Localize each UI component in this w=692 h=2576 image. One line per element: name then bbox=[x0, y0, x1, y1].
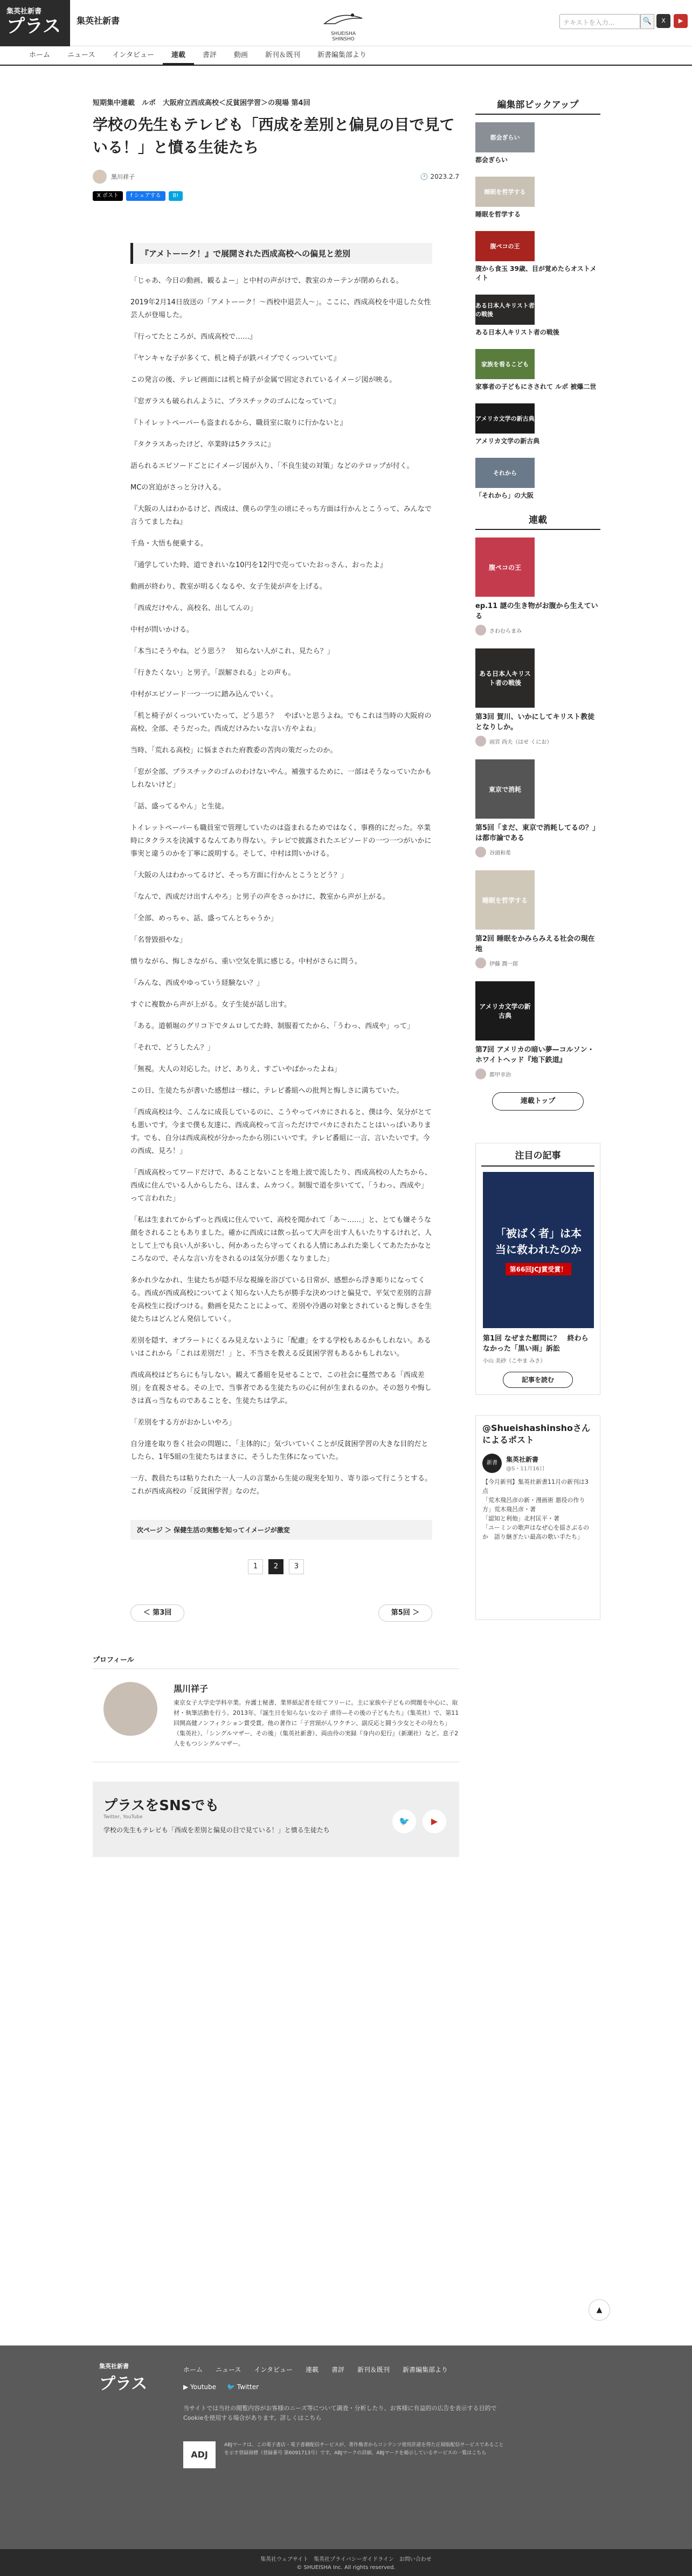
read-article-button[interactable]: 記事を読む bbox=[503, 1372, 573, 1388]
pickup-book-cover: 腹ペコの王 bbox=[475, 231, 535, 261]
article-paragraph: 『ヤンキャな子が多くて、机と椅子が鉄パイプでくっついていて』 bbox=[130, 354, 341, 362]
profile-name: 黒川祥子 bbox=[174, 1684, 209, 1694]
x-account-handle: @S・11月16日 bbox=[506, 1466, 545, 1472]
share-buttons bbox=[93, 191, 459, 201]
footer-nav-news[interactable]: ニュース bbox=[216, 2366, 241, 2373]
article-paragraph: 「なんで、西成だけ出すんやろ」と男子の声をさっかけに、教室から声が上がる。 bbox=[130, 893, 390, 901]
serial-item[interactable] bbox=[475, 981, 600, 1079]
facebook-share-button[interactable]: f シェアする bbox=[126, 191, 165, 201]
nav-new-books[interactable]: 新刊＆既刊 bbox=[265, 51, 300, 59]
serial-author-avatar bbox=[475, 958, 486, 968]
sns-band-title: プラスをSNSでも bbox=[103, 1798, 219, 1814]
site-header bbox=[0, 0, 692, 46]
featured-article bbox=[475, 1143, 600, 1395]
site-footer bbox=[0, 2306, 692, 2576]
serial-caption: 第2回 睡眠をかみらみえる社会の現在地 bbox=[475, 935, 595, 953]
pickup-item[interactable] bbox=[475, 458, 600, 500]
article-paragraph: 一方、教員たちは粘りたれた一人一人の言葉から生徒の現実を知り、寄り添って行こうとする。これが西成高校の「反貧困学習」なのだ。 bbox=[130, 1475, 432, 1496]
page-2-button[interactable]: 2 bbox=[268, 1559, 283, 1574]
page-1-button[interactable]: 1 bbox=[248, 1559, 263, 1574]
next-page-link[interactable]: 次ページ ＞ 保健生活の実態を知ってイメージが激変 bbox=[130, 1520, 432, 1540]
article-paragraph: 「みんな、西成やゆっていう経験ない？」 bbox=[130, 979, 264, 987]
next-episode-button[interactable]: 第5回 ＞ bbox=[378, 1604, 432, 1622]
serial-item[interactable] bbox=[475, 759, 600, 857]
serial-top-button[interactable]: 連載トップ bbox=[492, 1092, 584, 1111]
sns-band-desc: 学校の先生もテレビも「西成を差別と偏見の目で見ている！」と憤る生徒たち bbox=[103, 1826, 330, 1834]
article-paragraph: 差別を隠す、オブラートにくるみ見えないように「配慮」をする学校もあるかもしれない。あるいはこれから「これは差別だ！」と、不当さを教える反貧困学習もあるかもしれない。 bbox=[130, 1337, 431, 1358]
article-paragraph: 「名誉毀損やな」 bbox=[130, 936, 187, 944]
x-post-text: 【今月新刊】集英社新書11月の新刊は3点 「荒木飛呂彦の新・漫画術 悪役の作り方」荒木飛呂彦・著 「認知と利他」北村匡平・著 「ユーミンの歌声はなぜ心を揺さぶるのか 語り継ぎたい最高の歌い手たち」 bbox=[482, 1478, 589, 1540]
footer-nav-serial[interactable]: 連載 bbox=[305, 2366, 319, 2373]
prev-next-nav bbox=[130, 1604, 432, 1622]
article-paragraph: 千鳥・大悟も便乗する。 bbox=[130, 540, 208, 548]
serial-author bbox=[475, 625, 600, 636]
featured-caption[interactable]: 第1回 なぜまた慰問に？ 終わらなかった「黒い雨」訴訟 bbox=[483, 1335, 589, 1353]
serial-author-avatar bbox=[475, 625, 486, 636]
article-paragraph: 自分達を取り巻く社会の問題に、「主体的に」気づいていくことが反貧困学習の大きな目的だとしたら、1年5組の生徒たちはまさに、そうした生体になっていた。 bbox=[130, 1440, 428, 1461]
center-logo-text: SHUEISHA SHINSHO bbox=[330, 31, 356, 42]
article-paragraph: 当時、「荒れる高校」に悩まされた府教委の苦肉の策だったのか。 bbox=[130, 746, 337, 755]
article-paragraph: 「それで、どうしたん？」 bbox=[130, 1044, 214, 1052]
serial-author-name: 都甲幸治 bbox=[489, 1072, 511, 1078]
nav-review[interactable]: 書評 bbox=[202, 51, 217, 59]
pickup-caption: アメリカ文学の新古典 bbox=[475, 437, 540, 445]
pickup-book-cover: それから bbox=[475, 458, 535, 488]
serial-author-avatar bbox=[475, 847, 486, 857]
pickup-item[interactable] bbox=[475, 403, 600, 446]
article-paragraph: 中村がエピソード一つ一つに踏み込んでいく。 bbox=[130, 690, 278, 699]
article-paragraph: 『行ってたところが、西成高校で……』 bbox=[130, 333, 257, 341]
section-heading: 『アメトーーク！』で展開された西成高校への偏見と差別 bbox=[130, 243, 432, 264]
serial-caption: 第3回 賀川、いかにしてキリスト教徒となりしか。 bbox=[475, 713, 595, 731]
twitter-icon[interactable]: 🐦 bbox=[392, 1810, 416, 1833]
footer-sns bbox=[183, 2383, 259, 2391]
x-account[interactable] bbox=[482, 1454, 593, 1473]
pickup-book-cover: 家族を看るこども bbox=[475, 349, 535, 379]
featured-author: 小山 美砂（こやま みさ） bbox=[483, 1358, 546, 1364]
serial-author bbox=[475, 847, 600, 857]
serial-cover: 睡眠を哲学する bbox=[475, 870, 535, 930]
article-paragraph: 2019年2月14日放送の「アメトーーク！〜西校中退芸人〜」。ここに、西成高校を中退した女性芸人が登場した。 bbox=[130, 298, 431, 319]
author-photo bbox=[103, 1682, 157, 1736]
article-paragraph: 『大阪の人はわかるけど、西成は、僕らの学生の頃にそっち方面は行かんとこうって、みんなで言うてましたね』 bbox=[130, 505, 432, 526]
footer-twitter-link[interactable]: 🐦 Twitter bbox=[227, 2383, 259, 2391]
article-paragraph: 「西成だけやん、高校名、出してんの」 bbox=[130, 604, 257, 612]
serial-author bbox=[475, 1069, 600, 1079]
article-paragraph: 「じゃあ、今日の動画、観るよー」と中村の声がけで、教室のカーテンが閉められる。 bbox=[130, 277, 403, 285]
serial-item[interactable] bbox=[475, 648, 600, 746]
article-paragraph: 「行きたくない」と男子。「誤解される」との声も。 bbox=[130, 669, 295, 677]
pickup-book-cover: 睡眠を哲学する bbox=[475, 177, 535, 207]
serial-item[interactable] bbox=[475, 537, 600, 636]
pickup-item[interactable] bbox=[475, 349, 600, 392]
article-paragraph: 『トイレットペーパーも盗まれるから、職員室に取りに行かないと』 bbox=[130, 419, 347, 427]
copyright: © SHUEISHA Inc. All rights reserved. bbox=[296, 2565, 396, 2571]
abj-mark: ADJ bbox=[183, 2441, 216, 2468]
article-title: 学校の先生もテレビも「西成を差別と偏見の目で見ている！」と憤る生徒たち bbox=[93, 116, 455, 156]
nav-news[interactable]: ニュース bbox=[67, 51, 95, 59]
serial-list bbox=[475, 537, 600, 1079]
article-main bbox=[93, 97, 459, 1857]
serial-caption: 第5回「まだ、東京で消耗してるの？」は都市論である bbox=[475, 824, 600, 842]
pickup-heading: 編集部ピックアップ bbox=[475, 97, 600, 115]
series-label: 短期集中連載 ルポ 大阪府立西成高校＜反貧困学習＞の現場 第4回 bbox=[93, 99, 310, 107]
footer-youtube-link[interactable]: ▶ Youtube bbox=[183, 2383, 217, 2391]
serial-cover: 腹ペコの王 bbox=[475, 537, 535, 597]
author-profile bbox=[93, 1669, 459, 1762]
bird-emblem-icon bbox=[319, 8, 368, 27]
page-top-button[interactable]: ▲ bbox=[589, 2299, 610, 2321]
search-button[interactable]: 🔍 bbox=[640, 14, 654, 29]
pickup-item[interactable] bbox=[475, 231, 600, 283]
serial-cover: アメリカ文学の新古典 bbox=[475, 981, 535, 1041]
footer-bar-links[interactable]: 集英社ウェブサイト 集英社プライバシーガイドライン お問い合わせ bbox=[260, 2557, 432, 2563]
sidebar bbox=[475, 97, 600, 1620]
article-paragraph: MCの宮迫がさっと分け入る。 bbox=[130, 484, 226, 492]
footer-nav-editorial[interactable]: 新書編集部より bbox=[403, 2366, 448, 2373]
center-emblem[interactable] bbox=[319, 8, 368, 40]
serial-cover: ある日本人キリスト者の戦後 bbox=[475, 648, 535, 708]
pickup-list bbox=[475, 122, 600, 500]
serial-cover: 東京で消耗 bbox=[475, 759, 535, 819]
article-paragraph: 「西成高校は今、こんなに成長しているのに、こうやってバカにされると、僕は今、気分がとても悪いです。今まで僕も友達に、西成高校って言っただけでバカにされたことはいっぱいあります。でも、自分は西成高校が分かったから別にいいです。テレビ番組に一言、言いたいです。今の西成、見ろ！」 bbox=[130, 1108, 432, 1155]
footer-logo[interactable] bbox=[99, 2362, 147, 2394]
pickup-caption: ある日本人キリスト者の戦後 bbox=[475, 329, 559, 336]
abj-notice bbox=[183, 2441, 507, 2468]
article-paragraph: 『タクラスあったけど、卒業時は5クラスに』 bbox=[130, 441, 275, 449]
serial-author-name: さわむらまみ bbox=[489, 628, 522, 634]
serial-heading: 連載 bbox=[475, 512, 600, 530]
article-paragraph: 「本当にそうやね。どう思う？ 知らない人がこれ、見たら？」 bbox=[130, 647, 334, 655]
x-timeline-heading[interactable]: @Shueishashinshoさんによるポスト bbox=[482, 1423, 591, 1445]
serial-caption: 第7回 アメリカの暗い夢—コルソン・ホワイトヘッド『地下鉄道』 bbox=[475, 1046, 594, 1064]
logo-line2: プラス bbox=[6, 16, 61, 37]
abj-text: ABJマークは、この電子書店・電子書籍配信サービスが、著作権者からコンテンツ使用許諾を得た正規版配信サービスであることを示す登録商標（登録番号 第6091713号）です。ABJマークの詳細、ABJマークを掲示しているサービスの一覧はこちら bbox=[224, 2442, 504, 2456]
footer-nav-new-books[interactable]: 新刊＆既刊 bbox=[357, 2366, 390, 2373]
serial-author-name: 谷頭和希 bbox=[489, 850, 511, 856]
prev-episode-button[interactable]: ＜ 第3回 bbox=[130, 1604, 184, 1622]
footer-bar bbox=[0, 2549, 692, 2576]
publish-date: 🕐 2023.2.7 bbox=[420, 173, 459, 180]
footer-nav bbox=[183, 2365, 448, 2374]
pickup-item[interactable] bbox=[475, 122, 600, 165]
pickup-caption: 腹から食玉 39歳、目が覚めたらオストメイト bbox=[475, 265, 597, 282]
serial-item[interactable] bbox=[475, 870, 600, 968]
article-paragraph: 「窓が全部、プラスチックのゴムのわけないやん。補強するために、一部はそうなっていたかもしれないけど」 bbox=[130, 768, 432, 789]
pickup-caption: 都会ぎらい bbox=[475, 156, 508, 164]
site-logo[interactable] bbox=[0, 0, 70, 46]
article-paragraph: 多かれ少なかれ、生徒たちが隠不尽な視線を浴びている日常が、感想から浮き彫りになってくる。西成が西成高校についてよく知らない人たちが勝手な決めつけと偏見で、平気で差別的言辞を高校生に投げつける。動画を見たことによって、差別や冷遇の対象とされていると悔しさを生徒たちはどんどん発信していく。 bbox=[130, 1276, 432, 1323]
nav-video[interactable]: 動画 bbox=[233, 51, 248, 59]
article-paragraph: 中村が問いかける。 bbox=[130, 626, 194, 634]
brand-name[interactable]: 集英社新書 bbox=[77, 16, 120, 26]
article-paragraph: 『通学していた時、道できれいな10円を12円で売っていたおっさん、おったよ』 bbox=[130, 561, 387, 569]
x-account-avatar: 新書 bbox=[482, 1454, 502, 1473]
cookie-notice: 当サイトでは当社の閲覧内容がお客様のニーズ等について調査・分析したり、お客様に有益的の広告を表示する目的でCookieを使用する場合があります。詳しくはこちら bbox=[183, 2405, 497, 2421]
featured-image[interactable] bbox=[483, 1172, 594, 1328]
serial-caption: ep.11 謎の生き物がお腹から生えている bbox=[475, 602, 598, 620]
article-paragraph: 「西成高校ってワードだけで、あることないことを地上波で流したり、西成高校の人たちから、西成に住んでいる人からしたら、ほんま、ムカつく。制服で道を歩いてて、「うわっ、西成や」って言われた」 bbox=[130, 1169, 432, 1203]
nav-editorial[interactable]: 新書編集部より bbox=[317, 51, 366, 59]
article-paragraph: 「全部、めっちゃ、話、盛ってんとちゃうか」 bbox=[130, 914, 278, 923]
pickup-book-cover: ある日本人キリスト者の戦後 bbox=[475, 295, 535, 325]
author-avatar[interactable] bbox=[93, 170, 107, 184]
sns-band-sub: Twitter, YouTube bbox=[103, 1814, 143, 1820]
article-paragraph: 「私は生まれてからずっと西成に住んでいて、高校を聞かれて「あ〜……」と、とても嫌そうな顔をされることもありました。確かに西成には飲っ払って大声を出す人もいたりするけれど、人として上でも良い人が多いし、何かあったら守ってくれる人情にあふれた楽しくてあたたかなところなので、そんな言い方をされるのは気分が悪くなりました」 bbox=[130, 1216, 432, 1263]
pickup-caption: 「それから」の大阪 bbox=[475, 492, 534, 499]
article-paragraph: 西成高校はどちらにも与しない。観えて番組を見せることで、この社会に蔓然である「西成差別」を直視させる。その上で、当事者である生徒たちの心に何が生まれるのか。その怒りや悔しさは真っ当なものであることを、生徒たちは学ぶ。 bbox=[130, 1371, 432, 1405]
featured-heading: 注目の記事 bbox=[481, 1143, 594, 1167]
article-paragraph: 「話、盛ってるやん」と生徒。 bbox=[130, 802, 229, 811]
nav-interview[interactable]: インタビュー bbox=[112, 51, 154, 59]
article-paragraph: 動画が終わり、教室が明るくなるや、女子生徒が声を上げる。 bbox=[130, 583, 327, 591]
profile-heading: プロフィール bbox=[93, 1654, 459, 1669]
nav-home[interactable]: ホーム bbox=[29, 51, 51, 59]
article-paragraph: 「机と椅子がくっついていたって、どう思う？ やばいと思うよね。でもこれは当時の大阪府の高校、全部、そうだった。西成だけみたいな言い方やよね」 bbox=[130, 712, 432, 733]
article-paragraph: 「無視。大人の対応した。けど、ありえ、すごいやばかったよね」 bbox=[130, 1065, 341, 1073]
x-timeline bbox=[475, 1415, 600, 1620]
profile-bio: 東京女子大学史学科卒業。弁護士秘書、業界紙記者を経てフリーに。主に家族や子どもの問題を中心に、取材・執筆活動を行う。2013年、『誕生日を知らない女の子 虐待—その後の子どもたち』（集英社）で、第11回開高健ノンフィクション賞受賞。他の著作に「子宮頸がんワクチン、副反応と闘う少女とその母たち」（集英社）、「シングルマザー、その後」（集英社新書）、両由伶の実録『身内の犯行』（新潮社）など。息子2人をもつシングルマザー。 bbox=[174, 1699, 459, 1747]
serial-author-name: 伊藤 潤一郎 bbox=[489, 961, 518, 967]
footer-logo-line2: プラス bbox=[99, 2375, 148, 2393]
search-input[interactable]: テキストを入力... bbox=[559, 14, 640, 29]
article-paragraph: この日、生徒たちが書いた感想は一様に、テレビ番組への批判と悔しさに満ちていた。 bbox=[130, 1087, 404, 1095]
pickup-caption: 睡眠を哲学する bbox=[475, 211, 521, 218]
serial-author bbox=[475, 958, 600, 968]
footer-nav-interview[interactable]: インタビュー bbox=[254, 2366, 293, 2373]
youtube-icon[interactable]: ▶ bbox=[674, 14, 688, 28]
serial-author-avatar bbox=[475, 736, 486, 746]
serial-author bbox=[475, 736, 600, 746]
footer-logo-line1: 集英社新書 bbox=[99, 2363, 129, 2370]
article-paragraph: 語られるエピソードごとにイメージ図が入り、「不良生徒の対策」などのテロップが付く。 bbox=[130, 462, 414, 470]
pickup-item[interactable] bbox=[475, 295, 600, 337]
pickup-caption: 家事者の子どもにさされて ルポ 被爆二世 bbox=[475, 383, 597, 390]
article-paragraph: 『窓ガラスも破られんように、プラスチックのゴムになっていて』 bbox=[130, 397, 340, 406]
x-post-button[interactable]: X ポスト bbox=[93, 191, 123, 201]
article-paragraph: 「大阪の人はわかってるけど、そっち方面に行かんとこうとどう？」 bbox=[130, 871, 348, 879]
x-icon[interactable]: X bbox=[656, 14, 670, 28]
footer-nav-home[interactable]: ホーム bbox=[183, 2366, 203, 2373]
pickup-item[interactable] bbox=[475, 177, 600, 219]
article-paragraph: すぐに複数から声が上がる。女子生徒が話し出す。 bbox=[130, 1001, 291, 1009]
featured-image-title: 「被ばく者」は本当に救われたのか bbox=[495, 1226, 582, 1256]
global-nav bbox=[0, 46, 692, 66]
hatena-bookmark-button[interactable]: B! bbox=[169, 191, 183, 201]
article-paragraph: 「ある。道頓堀のグリコ下でタムロしてた時、制服着てたから、「うわっ、西成や」って」 bbox=[130, 1022, 414, 1030]
article-paragraph: トイレットペーパーも職員室で管理していたのは盗まれるためではなく、事務的にだった。卒業時にタクラスを決減するなんてあり得ない。テレビで披露されたエピソードの一つ一つがいかに事実と違うのかを丁寧に説明する。そして、中村は問いかける。 bbox=[130, 824, 432, 858]
article-paragraph: この発言の後、テレビ画面には机と椅子が金属で固定されているイメージ図が映る。 bbox=[130, 376, 397, 384]
article-paragraph: 「差別をする方がおかしいやろ」 bbox=[130, 1419, 236, 1427]
page-3-button[interactable]: 3 bbox=[289, 1559, 304, 1574]
pickup-book-cover: アメリカ文学の新古典 bbox=[475, 403, 535, 434]
serial-author-avatar bbox=[475, 1069, 486, 1079]
youtube-icon[interactable]: ▶ bbox=[423, 1810, 446, 1833]
sns-band bbox=[93, 1782, 459, 1857]
article-body bbox=[130, 243, 432, 1540]
author-name[interactable]: 黒川祥子 bbox=[111, 173, 135, 180]
paragraph-list bbox=[130, 275, 432, 1498]
serial-author-name: 雨宮 尚夫（はせ くにお） bbox=[489, 739, 552, 745]
x-account-name: 集英社新書 bbox=[506, 1456, 539, 1463]
featured-image-badge: 第66回JCJ賞受賞！ bbox=[506, 1263, 571, 1275]
pickup-book-cover: 都会ぎらい bbox=[475, 122, 535, 152]
logo-line1: 集英社新書 bbox=[6, 8, 42, 16]
author-row bbox=[93, 169, 459, 185]
nav-serial[interactable]: 連載 bbox=[163, 46, 194, 65]
article-paragraph: 憤りながら、悔しさながら、重い空気を肌に感じる。中村がさらに問う。 bbox=[130, 958, 362, 966]
pagination bbox=[93, 1559, 459, 1574]
footer-nav-review[interactable]: 書評 bbox=[331, 2366, 344, 2373]
